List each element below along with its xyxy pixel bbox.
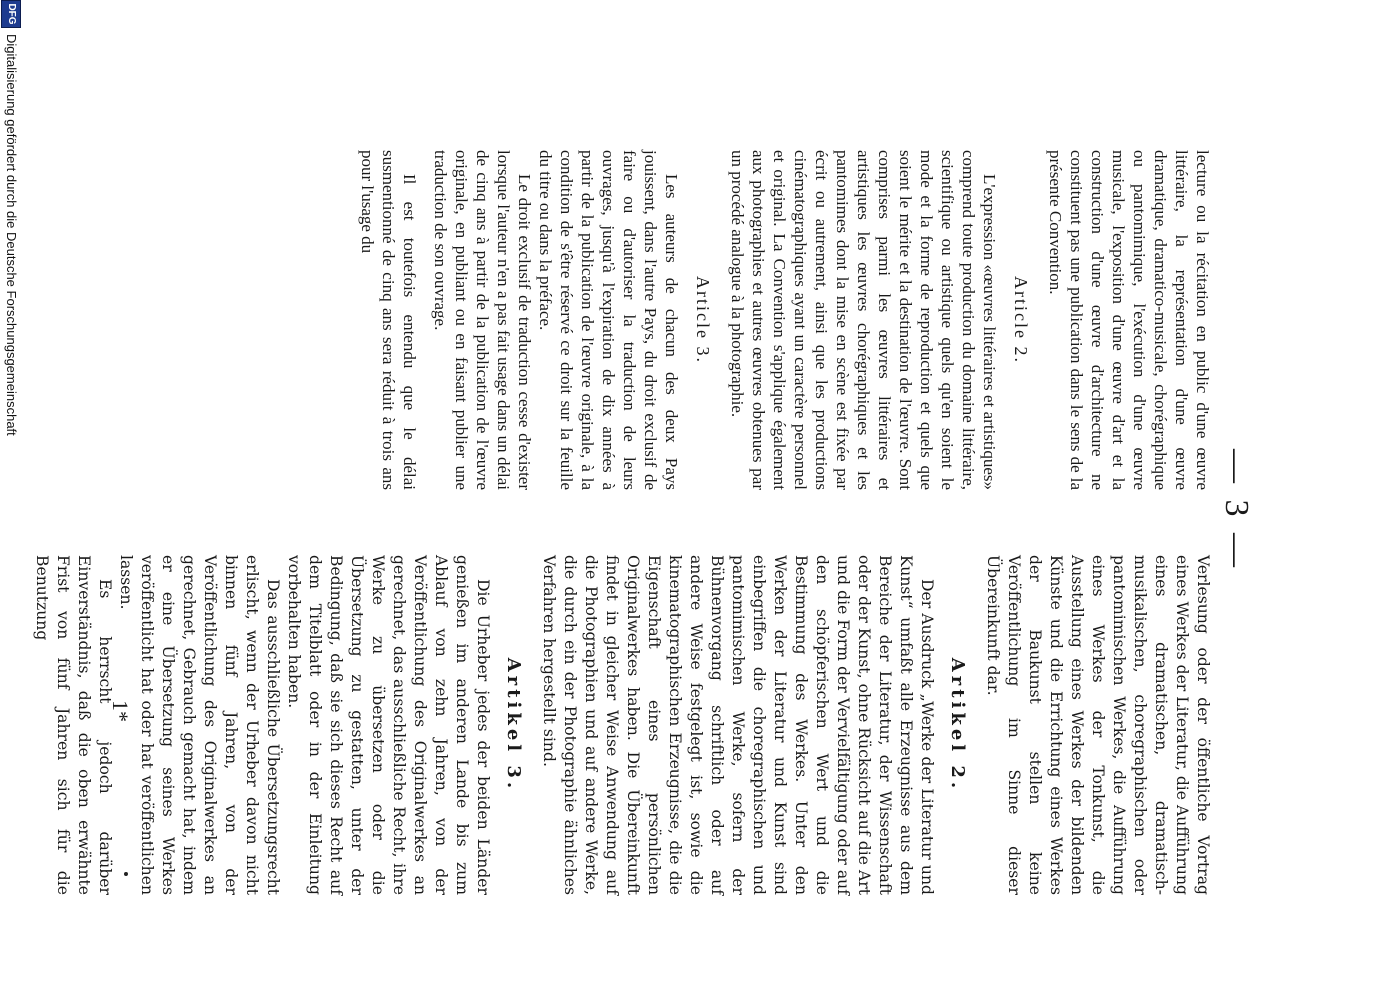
german-paragraph: Das ausschließliche Übersetzungsrecht erlischt, wenn der Urheber davon nicht binnen fünf Jahren, von der Veröffentlichung des Originalwerkes an gerechnet, Gebrauch gemacht hat, indem er eine Übersetzung seines Werkes veröffentlicht hat oder hat veröffentlichen lassen.	[117, 555, 282, 895]
page-number: — 3 —	[1218, 449, 1255, 571]
german-paragraph: Es herrscht jedoch darüber Einverständnis, daß die oben erwähnte Frist von fünf Jahren sich für die Benutzung	[33, 555, 114, 895]
french-heading-article-2: Article 2.	[1011, 276, 1031, 364]
german-paragraph: Verlesung oder der öffentliche Vortrag eines Werkes der Literatur, die Aufführung eines dramatischen, dramatisch-musikalischen, choregraphischen oder pantomimischen Werkes, die Aufführung eines Werkes der Tonkunst, die Ausstellung eines Werkes der bildenden Künste und die Errichtung eines Werkes der Baukunst stellen keine Veröffentlichung im Sinne dieser Übereinkunft dar.	[984, 555, 1212, 895]
french-heading-article-3: Article 3.	[693, 276, 713, 364]
french-paragraph: lecture ou la récitation en public d'une œuvre littéraire, la représentation d'une œuvre dramatique, dramatico-musicale, chorégraphique ou pantomimique, l'exécution d'une œuvre musicale, l'exposition d'une œuvre d'art et la construction d'une œuvre d'architecture ne constituent pas une publication dans le sens de la présente Convention.	[1046, 150, 1212, 490]
signature-mark: 1*	[108, 700, 133, 722]
german-heading-article-2: Artikel 2.	[947, 657, 968, 793]
french-paragraph: Les auteurs de chacun des deux Pays jouissent, dans l'autre Pays, du droit exclusif de faire ou d'autoriser la traduction de leurs ouvrages, jusqu'à l'expiration de dix années à partir de la publication de l'œuvre originale, à la condition de s'être réservé ce droit sur la feuille du titre ou dans la préface.	[536, 150, 681, 490]
german-paragraph: Der Ausdruck „Werke der Literatur und Kunst“ umfaßt alle Erzeugnisse aus dem Bereiche der Literatur, der Wissenschaft oder der Kunst, ohne Rücksicht auf die Art und die Form der Vervielfältigung oder auf den schöpferischen Wert und die Bestimmung des Werkes. Unter den Werken der Literatur und Kunst sind einbegriffen die choregraphischen und pantomimischen Werke, sofern der Bühnenvorgang schriftlich oder auf andere Weise festgelegt ist, sowie die kinematographischen Erzeugnisse, die die Eigenschaft eines persönlichen Originalwerkes haben. Die Übereinkunft findet in gleicher Weise Anwendung auf die Photographien und auf andere Werke, die durch ein der Photographie ähnliches Verfahren hergestellt sind.	[540, 555, 936, 895]
scan-speck	[124, 872, 128, 876]
french-text-column	[357, 150, 1213, 490]
german-paragraph: Die Urheber jedes der beiden Länder genießen im anderen Lande bis zum Ablauf von zehn Jahren, von der Veröffentlichung des Originalwerkes an gerechnet, das ausschließliche Recht, ihre Werke zu übersetzen oder die Übersetzung zu gestatten, unter der Bedingung, daß sie sich dieses Recht auf dem Titelblatt oder in der Einleitung vorbehalten haben.	[285, 555, 492, 895]
french-paragraph: L'expression «œuvres littéraires et artistiques» comprend toute production du domaine littéraire, scientifique ou artistique quels qu'en soient le mode et la forme de reproduction et quels que soient le mérite et la destination de l'œuvre. Sont comprises parmi les œuvres littéraires et artistiques les œuvres chorégraphiques et les pantomimes dont la mise en scène est fixée par écrit ou autrement, ainsi que les productions cinématographiques ayant un caractère personnel et original. La Convention s'applique également aux photographies et autres œuvres obtenues par un procédé analogue à la photographie.	[728, 150, 999, 490]
german-text-column	[31, 555, 1213, 895]
french-paragraph: Il est toutefois entendu que le délai susmentionné de cinq ans sera réduit à trois ans pour l'usage du	[358, 150, 419, 490]
german-heading-article-3: Artikel 3.	[503, 657, 524, 793]
digitization-credit: Digitalisierung gefördert durch die Deutsche Forschungsgemeinschaft	[4, 34, 19, 436]
french-paragraph: Le droit exclusif de traduction cesse d'exister lorsque l'auteur n'en a pas fait usage dans un délai de cinq ans à partir de la publication de l'œuvre originale, en publiant ou en faisant publier une traduction de son ouvrage.	[431, 150, 534, 490]
digitization-footer	[0, 0, 23, 1000]
dfg-logo: DFG	[2, 0, 22, 28]
